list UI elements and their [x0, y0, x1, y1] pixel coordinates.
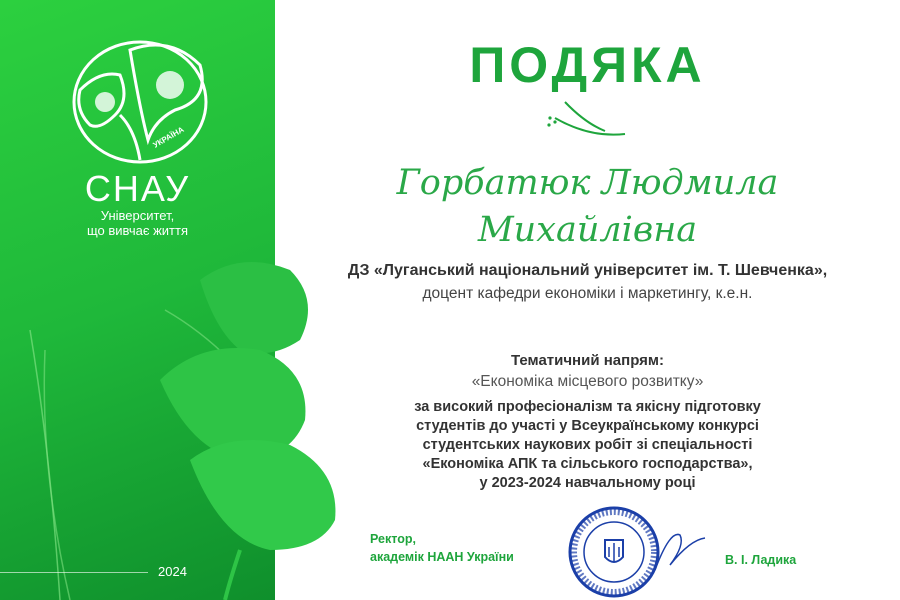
tagline-line-1: Університет, [100, 208, 175, 223]
leaf-ornament-icon [545, 98, 630, 140]
certificate-body [275, 398, 900, 493]
signatory-role-line-2: академік НААН України [370, 550, 514, 564]
year-divider [0, 572, 148, 573]
recipient-name-line-1: Горбатюк Людмила [396, 163, 779, 203]
tagline-line-2: що вивчає життя [86, 223, 189, 238]
body-line: у 2023-2024 навчальному році [479, 475, 696, 491]
brand-tagline [0, 208, 275, 238]
recipient-name-line-2: Михайлівна [477, 210, 698, 250]
brand-name: СНАУ [84, 168, 191, 209]
recipient-organization: ДЗ «Луганський національний університет ім. Т. Шевченка», [347, 262, 828, 279]
recipient-position: доцент кафедри економіки і маркетингу, к.е.н. [422, 285, 753, 302]
handwritten-signature [650, 520, 710, 580]
signatory-role-line-1: Ректор, [370, 532, 416, 546]
body-line: студентських наукових робіт зі спеціальності [422, 437, 753, 453]
snau-ginkgo-logo [60, 30, 220, 170]
theme-label: Тематичний напрям: [510, 352, 665, 369]
body-line: за високий професіоналізм та якісну підготовку [414, 399, 761, 415]
official-stamp [567, 505, 662, 600]
svg-text:УКРАЇНА: УКРАЇНА [151, 124, 186, 150]
body-line: студентів до участі у Всеукраїнському конкурсі [416, 418, 759, 434]
certificate-title: ПОДЯКА [469, 37, 706, 93]
signatory-name: В. І. Ладика [725, 553, 797, 567]
certificate-year: 2024 [158, 564, 187, 579]
signatory-role [370, 530, 514, 566]
body-line: «Економіка АПК та сільського господарства», [422, 456, 753, 472]
theme-value: «Економіка місцевого розвитку» [471, 373, 704, 390]
